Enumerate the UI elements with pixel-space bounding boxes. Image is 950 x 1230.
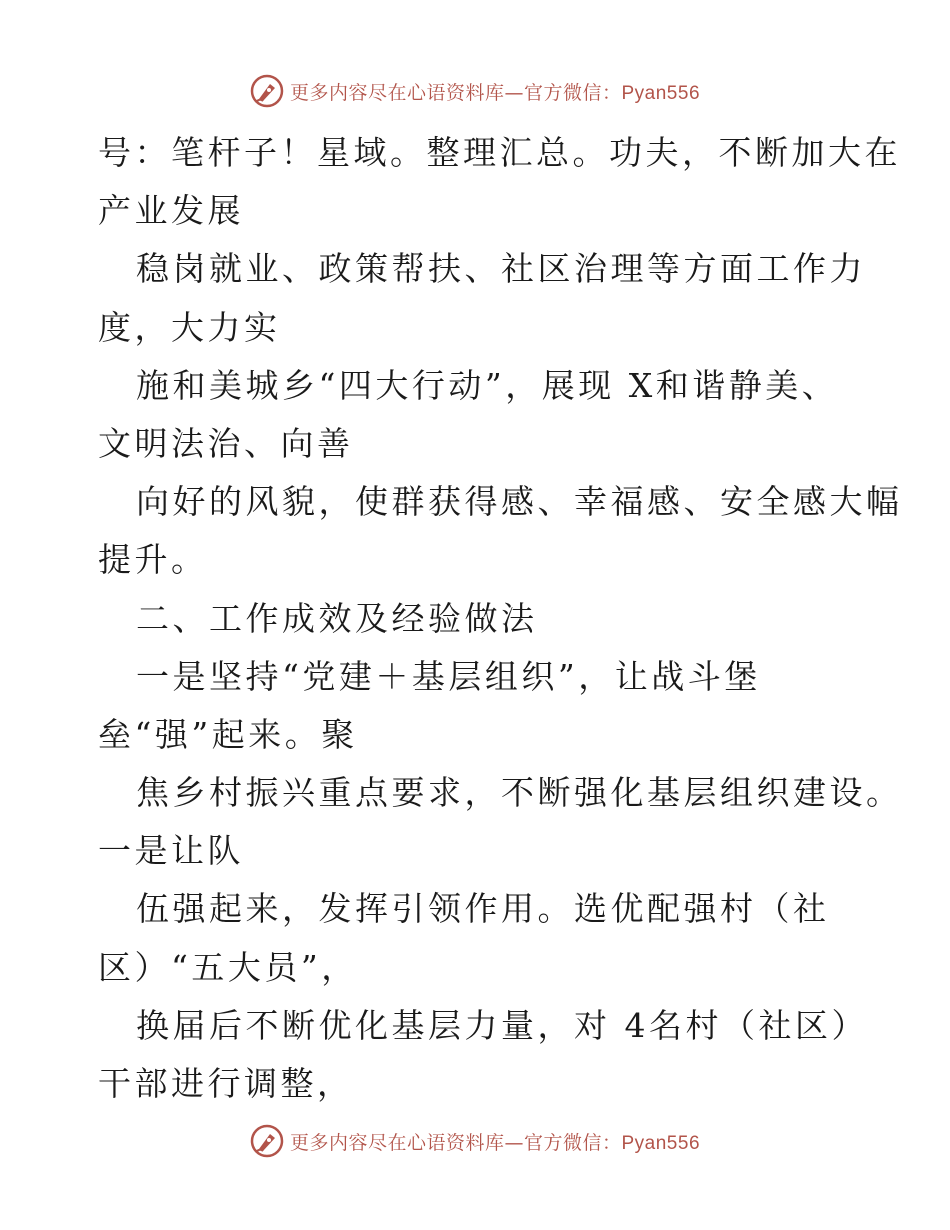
text-line: 区）“五大员”， xyxy=(98,947,358,987)
text-line: 垒“强”起来。聚 xyxy=(98,714,358,754)
text-line: 一是坚持“党建＋基层组织”，让战斗堡 xyxy=(136,656,761,696)
text-line: 文明法治、向善 xyxy=(98,423,354,463)
text-line: 干部进行调整， xyxy=(98,1064,354,1103)
watermark-wechat-id: Pyan556 xyxy=(621,1132,701,1154)
text-line: 二、工作成效及经验做法 xyxy=(136,598,538,638)
text-line: 换届后不断优化基层力量，对 4名村（社区） xyxy=(136,1005,868,1045)
text-line: 施和美城乡“四大行动”，展现 X和谐静美、 xyxy=(136,365,839,405)
text-line: 一是让队 xyxy=(98,831,244,871)
pen-nib-logo-icon xyxy=(250,74,284,108)
text-line: 伍强起来，发挥引领作用。选优配强村（社 xyxy=(136,889,830,929)
text-line: 号：笔杆子！星域。整理汇总。功夫，不断加大在 xyxy=(98,133,901,172)
text-line: 产业发展 xyxy=(98,191,244,231)
watermark-wechat-id: Pyan556 xyxy=(621,82,701,104)
text-line: 提升。 xyxy=(98,540,208,580)
text-line: 向好的风貌，使群获得感、幸福感、安全感大幅 xyxy=(136,482,903,522)
header-watermark xyxy=(0,74,950,108)
footer-watermark xyxy=(0,1124,950,1158)
text-line: 度，大力实 xyxy=(98,307,281,347)
watermark-text: 更多内容尽在心语资料库—官方微信：Pyan556 xyxy=(289,81,701,104)
document-body xyxy=(98,124,903,1113)
text-line: 焦乡村振兴重点要求，不断强化基层组织建设。 xyxy=(136,773,903,813)
text-line: 稳岗就业、政策帮扶、社区治理等方面工作力 xyxy=(136,249,866,289)
watermark-text: 更多内容尽在心语资料库—官方微信：Pyan556 xyxy=(289,1131,701,1154)
pen-nib-logo-icon xyxy=(250,1124,284,1158)
